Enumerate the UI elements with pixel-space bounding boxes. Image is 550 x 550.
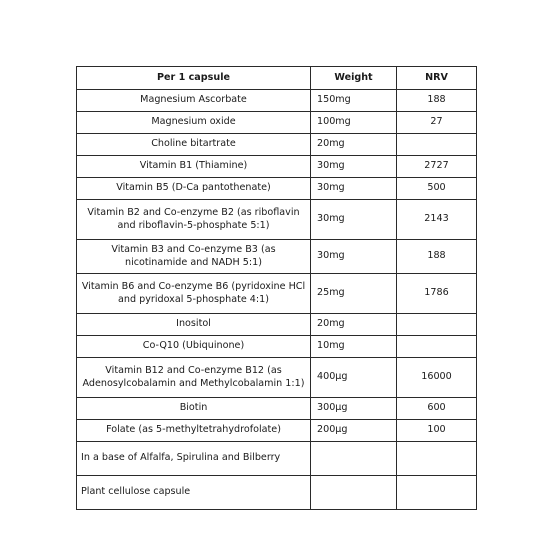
ingredient-cell: Vitamin B2 and Co-enzyme B2 (as riboflavin and riboflavin-5-phosphate 5:1) (77, 200, 311, 240)
ingredient-cell: Biotin (77, 398, 311, 420)
weight-cell: 20mg (311, 134, 397, 156)
nrv-cell: 2727 (397, 156, 477, 178)
header-nrv: NRV (397, 67, 477, 90)
nrv-cell (397, 134, 477, 156)
nrv-cell: 16000 (397, 358, 477, 398)
weight-cell: 30mg (311, 178, 397, 200)
ingredient-cell: Vitamin B1 (Thiamine) (77, 156, 311, 178)
table-row (77, 274, 477, 314)
weight-cell (311, 442, 397, 476)
nrv-cell (397, 442, 477, 476)
table-row (77, 314, 477, 336)
header-weight: Weight (311, 67, 397, 90)
nrv-cell (397, 314, 477, 336)
nrv-cell: 188 (397, 90, 477, 112)
table-row (77, 134, 477, 156)
table-row (77, 336, 477, 358)
ingredient-cell: Folate (as 5-methyltetrahydrofolate) (77, 420, 311, 442)
table-row (77, 476, 477, 510)
weight-cell: 30mg (311, 200, 397, 240)
nrv-cell: 100 (397, 420, 477, 442)
table-row (77, 420, 477, 442)
table-row (77, 200, 477, 240)
ingredient-cell: Choline bitartrate (77, 134, 311, 156)
weight-cell: 20mg (311, 314, 397, 336)
ingredient-cell: In a base of Alfalfa, Spirulina and Bilberry (77, 442, 311, 476)
ingredient-cell: Vitamin B6 and Co-enzyme B6 (pyridoxine HCl and pyridoxal 5-phosphate 4:1) (77, 274, 311, 314)
weight-cell: 10mg (311, 336, 397, 358)
table-row (77, 156, 477, 178)
table-row (77, 240, 477, 274)
header-per-capsule: Per 1 capsule (77, 67, 311, 90)
weight-cell: 30mg (311, 240, 397, 274)
weight-cell: 30mg (311, 156, 397, 178)
weight-cell: 400µg (311, 358, 397, 398)
ingredient-cell: Vitamin B5 (D-Ca pantothenate) (77, 178, 311, 200)
weight-cell (311, 476, 397, 510)
table-row (77, 398, 477, 420)
nrv-cell: 500 (397, 178, 477, 200)
nrv-cell: 1786 (397, 274, 477, 314)
nutrition-table (76, 66, 477, 510)
table-row (77, 90, 477, 112)
table-row (77, 178, 477, 200)
table-row (77, 112, 477, 134)
nrv-cell: 600 (397, 398, 477, 420)
weight-cell: 200µg (311, 420, 397, 442)
weight-cell: 300µg (311, 398, 397, 420)
nrv-cell: 2143 (397, 200, 477, 240)
nrv-cell: 27 (397, 112, 477, 134)
ingredient-cell: Magnesium oxide (77, 112, 311, 134)
ingredient-cell: Vitamin B12 and Co-enzyme B12 (as Adenosylcobalamin and Methylcobalamin 1:1) (77, 358, 311, 398)
ingredient-cell: Vitamin B3 and Co-enzyme B3 (as nicotinamide and NADH 5:1) (77, 240, 311, 274)
ingredient-cell: Co-Q10 (Ubiquinone) (77, 336, 311, 358)
ingredient-cell: Magnesium Ascorbate (77, 90, 311, 112)
weight-cell: 100mg (311, 112, 397, 134)
ingredient-cell: Inositol (77, 314, 311, 336)
nrv-cell: 188 (397, 240, 477, 274)
ingredient-cell: Plant cellulose capsule (77, 476, 311, 510)
nrv-cell (397, 476, 477, 510)
weight-cell: 150mg (311, 90, 397, 112)
table-row (77, 358, 477, 398)
table-row (77, 442, 477, 476)
weight-cell: 25mg (311, 274, 397, 314)
nrv-cell (397, 336, 477, 358)
table-header-row (77, 67, 477, 90)
